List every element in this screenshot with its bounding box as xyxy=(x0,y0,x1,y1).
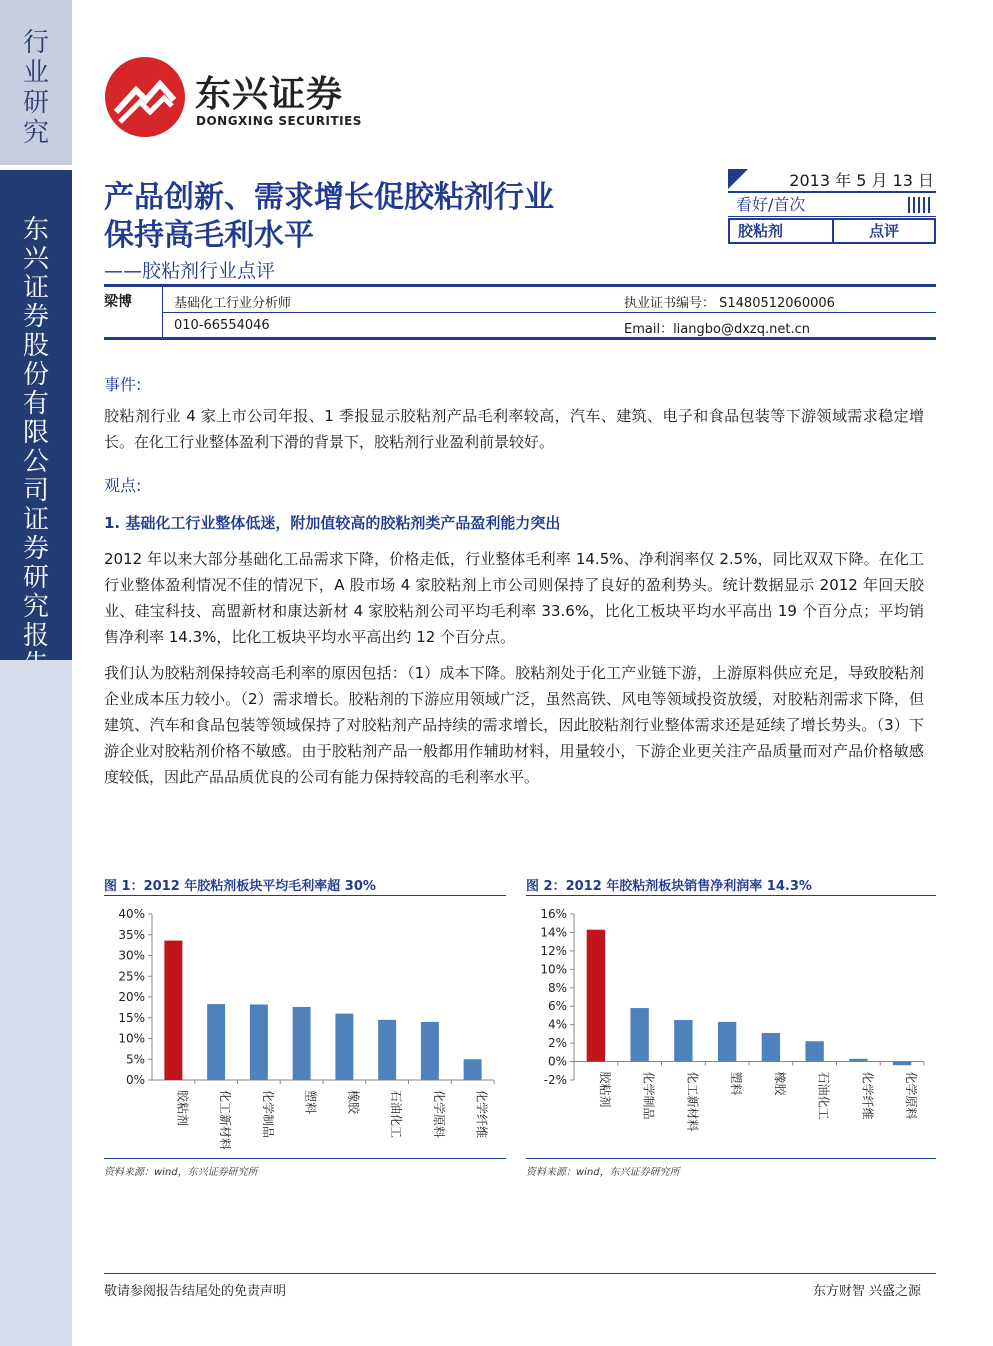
event-heading: 事件: xyxy=(104,375,142,394)
tag-row xyxy=(728,218,936,244)
y-tick-label: 10% xyxy=(118,1031,145,1046)
chart2-title: 图 2：2012 年胶粘剂板块销售净利润率 14.3% xyxy=(526,879,812,894)
y-tick-label: 14% xyxy=(540,925,567,940)
author-role: 基础化工行业分析师 xyxy=(174,296,292,311)
report-date: 2013 年 5 月 13 日 xyxy=(789,171,934,190)
footer-divider xyxy=(104,1273,936,1274)
chart1-frame xyxy=(104,895,506,1159)
x-tick-label: 化学制品 xyxy=(260,1090,275,1139)
y-tick-label: 0% xyxy=(125,1073,145,1087)
sidebar-lower xyxy=(0,660,72,1346)
y-tick-label: 20% xyxy=(118,990,145,1004)
y-tick-label: 2% xyxy=(547,1036,567,1051)
bar xyxy=(587,930,605,1062)
x-tick-label: 石油化工 xyxy=(816,1071,831,1120)
bar xyxy=(250,1004,268,1080)
author-cert: 执业证书编号： S1480512060006 xyxy=(624,296,835,311)
x-tick-label: 化学纤维 xyxy=(860,1071,875,1120)
x-tick-label: 化学原料 xyxy=(904,1071,919,1120)
x-tick-label: 化工新材料 xyxy=(685,1071,700,1132)
footer-slogan: 东方财智 兴盛之源 xyxy=(812,1284,921,1299)
bar xyxy=(378,1020,396,1080)
x-tick-label: 橡胶 xyxy=(346,1090,361,1115)
y-tick-label: 12% xyxy=(540,943,567,958)
author-email: Email：liangbo@dxzq.net.cn xyxy=(624,322,810,337)
x-tick-label: 化学制品 xyxy=(641,1071,656,1120)
brand-name-cn: 东兴证券 xyxy=(195,74,344,115)
x-tick-label: 化工新材料 xyxy=(218,1090,233,1151)
y-tick-label: -2% xyxy=(543,1073,567,1087)
bar xyxy=(805,1041,823,1061)
y-tick-label: 4% xyxy=(547,1017,567,1032)
bar xyxy=(335,1014,353,1080)
point1-paragraph2: 我们认为胶粘剂保持较高毛利率的原因包括：（1）成本下降。胶粘剂处于化工产业链下游，上游原料供应充足，导致胶粘剂企业成本压力较小。（2）需求增长。胶粘剂的下游应用领域广泛，虽然高铁、风电等领域投资放缓，对胶粘剂需求下降，但建筑、汽车和食品包装等领域保持了对胶粘剂产品持续的需求增长，因此胶粘剂行业整体需求还是延续了增长势头。（3）下游企业对胶粘剂价格不敏感。由于胶粘剂产品一般都用作辅助材料，用量较小，下游企业更关注产品质量而对产品价格敏感度较低，因此产品品质优良的公司有能力保持较高的毛利率水平。 xyxy=(104,664,924,786)
bar xyxy=(207,1004,225,1080)
y-tick-label: 5% xyxy=(125,1052,145,1067)
y-tick-label: 30% xyxy=(118,948,145,963)
y-tick-label: 6% xyxy=(547,999,567,1014)
author-name: 梁博 xyxy=(104,294,132,310)
x-tick-label: 塑料 xyxy=(729,1071,744,1096)
chart2-frame xyxy=(526,895,936,1159)
x-tick-label: 橡胶 xyxy=(772,1071,787,1096)
bar xyxy=(164,941,182,1080)
y-tick-label: 25% xyxy=(118,969,145,984)
chart1-svg xyxy=(104,896,506,1158)
sidebar-company-band xyxy=(0,170,72,660)
author-phone: 010-66554046 xyxy=(174,318,270,333)
x-tick-label: 胶粘剂 xyxy=(175,1090,190,1127)
author-bar xyxy=(104,284,936,340)
x-tick-label: 石油化工 xyxy=(389,1090,404,1139)
bar xyxy=(718,1022,736,1062)
bar xyxy=(893,1062,911,1066)
chart2-svg xyxy=(526,896,936,1158)
sidebar-category-band xyxy=(0,0,72,165)
view-heading: 观点: xyxy=(104,476,142,495)
industry-tag: 胶粘剂 xyxy=(730,220,834,242)
bar xyxy=(849,1059,867,1062)
report-info-box xyxy=(728,165,936,245)
divider xyxy=(162,312,936,313)
rating: 看好/首次 xyxy=(728,193,936,217)
bar xyxy=(762,1033,780,1062)
bar xyxy=(674,1020,692,1062)
bar xyxy=(421,1022,439,1080)
footer-disclaimer: 敬请参阅报告结尾处的免责声明 xyxy=(104,1284,287,1299)
x-tick-label: 化学纤维 xyxy=(474,1090,489,1139)
sidebar-company: 东兴证券股份有限公司证券研究报 xyxy=(22,215,49,651)
sidebar-category: 行业研究 xyxy=(22,28,49,148)
bar xyxy=(630,1008,648,1061)
bar xyxy=(293,1007,311,1080)
event-text: 胶粘剂行业 4 家上市公司年报、1 季报显示胶粘剂产品毛利率较高，汽车、建筑、电子和食品包装等下游领域需求稳定增长。在化工行业整体盈利下滑的背景下，胶粘剂行业盈利前景较好。 xyxy=(104,407,924,451)
y-tick-label: 15% xyxy=(118,1010,145,1025)
bar xyxy=(464,1059,482,1080)
point1-heading: 1. 基础化工行业整体低迷，附加值较高的胶粘剂类产品盈利能力突出 xyxy=(104,514,561,532)
chart1-title: 图 1：2012 年胶粘剂板块平均毛利率超 30% xyxy=(104,879,376,894)
y-tick-label: 8% xyxy=(547,980,567,995)
y-tick-label: 10% xyxy=(540,962,567,977)
y-tick-label: 35% xyxy=(118,927,145,942)
chart2-source: 资料来源：wind，东兴证券研究所 xyxy=(526,1167,680,1178)
y-tick-label: 40% xyxy=(118,907,145,921)
x-tick-label: 胶粘剂 xyxy=(597,1071,612,1108)
brand-name-en: DONGXING SECURITIES xyxy=(196,114,362,128)
y-tick-label: 16% xyxy=(540,907,567,921)
dongxing-logo-icon xyxy=(102,54,188,140)
report-title-line1: 产品创新、需求增长促胶粘剂行业 xyxy=(104,180,554,215)
x-tick-label: 化学原料 xyxy=(431,1090,446,1139)
type-tag: 点评 xyxy=(868,222,899,240)
chart1-source: 资料来源：wind，东兴证券研究所 xyxy=(104,1167,258,1178)
x-tick-label: 塑料 xyxy=(303,1090,318,1115)
y-tick-label: 0% xyxy=(547,1054,567,1069)
report-subtitle: ——胶粘剂行业点评 xyxy=(104,260,276,282)
report-title-line2: 保持高毛利水平 xyxy=(104,218,314,253)
point1-paragraph1: 2012 年以来大部分基础化工品需求下降，价格走低，行业整体毛利率 14.5%、净利润率仅 2.5%，同比双双下降。在化工行业整体盈利情况不佳的情况下，A 股市场 4 家胶粘剂上市公司则保持了良好的盈利势头。统计数据显示 2012 年回天胶业、硅宝科技、高盟新材和康达新材 4 家胶粘剂公司平均毛利率 33.6%，比化工板块平均水平高出 19 个百分点；平均销售净利率 14.3%，比化工板块平均水平高出约 12 个百分点。 xyxy=(104,550,924,646)
stripes-decoration-icon xyxy=(908,197,930,213)
